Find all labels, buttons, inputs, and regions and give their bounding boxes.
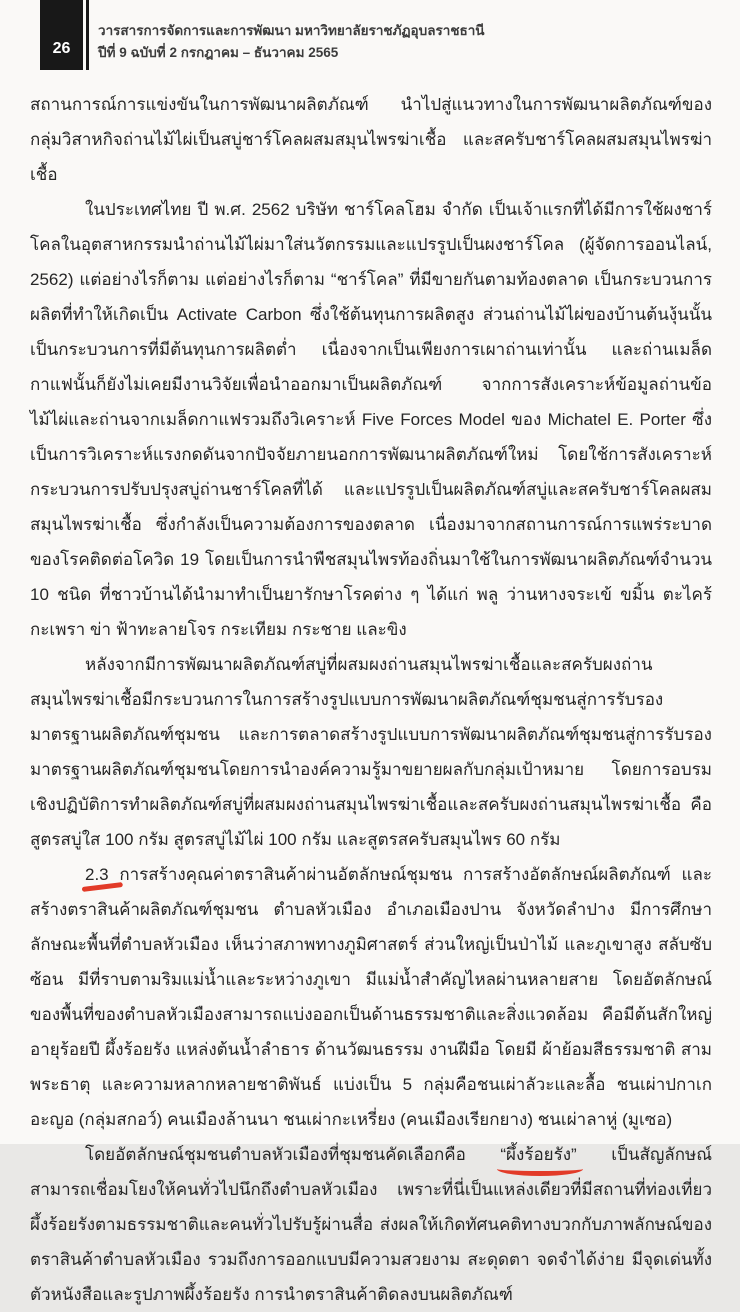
paragraph (30, 87, 712, 192)
header-divider (86, 0, 89, 70)
paragraph (30, 1137, 712, 1312)
page-number: 26 (52, 40, 71, 57)
paragraph (30, 857, 712, 1137)
page-header (98, 20, 485, 64)
text-segment: ในประเทศไทย ปี พ.ศ. 2562 บริษัท ชาร์โคลโฮม จำกัด เป็นเจ้าแรกที่ได้มีการใช้ผงชาร์โคลในอุตสาหกรรมนำถ่านไม้ไผ่มาใส่นวัตกรรมและแปรรูปเป็นผงชาร์โคล (ผู้จัดการออนไลน์, 2562) แต่อย่างไรก็ตาม แต่อย่างไรก็ตาม “ชาร์โคล” ที่มีขายกันตามท้องตลาด เป็นกระบวนการผลิตที่ทำให้เกิดเป็น Activate Carbon ซึ่งใช้ต้นทุนการผลิตสูง ส่วนถ่านไม้ไผ่ของบ้านต้นงุ้นนั้นเป็นกระบวนการที่มีต้นทุนการผลิตต่ำ เนื่องจากเป็นเพียงการเผาถ่านเท่านั้น และถ่านเมล็ดกาแฟนั้นก็ยังไม่เคยมีงานวิจัยเพื่อนำออกมาเป็นผลิตภัณฑ์ จากการสังเคราะห์ข้อมูลถ่านข้อไม้ไผ่และถ่านจากเมล็ดกาแฟรวมถึงวิเคราะห์ Five Forces Model ของ Michatel E. Porter ซึ่งเป็นการวิเคราะห์แรงกดดันจากปัจจัยภายนอกการพัฒนาผลิตภัณฑ์ใหม่ โดยใช้การสังเคราะห์กระบวนการปรับปรุงสบู่ถ่านชาร์โคลที่ได้ และแปรรูปเป็นผลิตภัณฑ์สบู่และสครับชาร์โคลผสมสมุนไพรฆ่าเชื้อ ซึ่งกำลังเป็นความต้องการของตลาด เนื่องมาจากสถานการณ์การแพร่ระบาดของโรคติดต่อโควิด 19 โดยเป็นการนำพืชสมุนไพรท้องถิ่นมาใช้ในการพัฒนาผลิตภัณฑ์จำนวน 10 ชนิด ที่ชาวบ้านได้นำมาทำเป็นยารักษาโรคต่าง ๆ ได้แก่ พลู ว่านหางจระเข้ ขมิ้น ตะไคร้ กะเพรา ข่า ฟ้าทะลายโจร กระเทียม กระชาย และขิง (30, 200, 712, 639)
body-text (30, 87, 712, 1312)
red-underline-mark: 2.3 (85, 865, 109, 884)
red-underline-mark: “ผึ้งร้อยรัง” (500, 1145, 577, 1164)
text-segment: หลังจากมีการพัฒนาผลิตภัณฑ์สบู่ที่ผสมผงถ่านสมุนไพรฆ่าเชื้อและสครับผงถ่านสมุนไพรฆ่าเชื้อมีกระบวนการในการสร้างรูปแบบการพัฒนาผลิตภัณฑ์ชุมชนสู่การรับรองมาตรฐานผลิตภัณฑ์ชุมชน และการตลาดสร้างรูปแบบการพัฒนาผลิตภัณฑ์ชุมชนสู่การรับรองมาตรฐานผลิตภัณฑ์ชุมชนโดยการนำองค์ความรู้มาขยายผลกับกลุ่มเป้าหมาย โดยการอบรมเชิงปฏิบัติการทำผลิตภัณฑ์สบู่ที่ผสมผงถ่านสมุนไพรฆ่าเชื้อและสครับผงถ่านสมุนไพรฆ่าเชื้อ คือสูตรสบู่ใส 100 กรัม สูตรสบู่ไม้ไผ่ 100 กรัม และสูตรสครับสมุนไพร 60 กรัม (30, 655, 712, 849)
paragraph (30, 647, 712, 857)
text-segment: เป็นสัญลักษณ์สามารถเชื่อมโยงให้คนทั่วไปนึกถึงตำบลหัวเมือง เพราะที่นี่เป็นแหล่งเดียวที่มีสถานที่ท่องเที่ยวผึ้งร้อยรังตามธรรมชาติและคนทั่วไปรับรู้ผ่านสื่อ ส่งผลให้เกิดทัศนคติทางบวกกับภาพลักษณ์ของตราสินค้าตำบลหัวเมือง รวมถึงการออกแบบมีความสวยงาม สะดุดตา จดจำได้ง่าย มีจุดเด่นทั้งตัวหนังสือและรูปภาพผึ้งร้อยรัง การนำตราสินค้าติดลงบนผลิตภัณฑ์ (30, 1145, 712, 1304)
text-segment: โดยอัตลักษณ์ชุมชนตำบลหัวเมืองที่ชุมชนคัดเลือกคือ (85, 1145, 501, 1164)
text-segment: สถานการณ์การแข่งขันในการพัฒนาผลิตภัณฑ์ นำไปสู่แนวทางในการพัฒนาผลิตภัณฑ์ของกลุ่มวิสาหกิจถ่านไม้ไผ่เป็นสบู่ชาร์โคลผสมสมุนไพรฆ่าเชื้อ และสครับชาร์โคลผสมสมุนไพรฆ่าเชื้อ (30, 95, 712, 184)
paragraph (30, 192, 712, 647)
journal-issue: ปีที่ 9 ฉบับที่ 2 กรกฎาคม – ธันวาคม 2565 (98, 45, 339, 60)
journal-title: วารสารการจัดการและการพัฒนา มหาวิทยาลัยราชภัฏอุบลราชธานี (98, 23, 485, 38)
text-segment: การสร้างคุณค่าตราสินค้าผ่านอัตลักษณ์ชุมชน การสร้างอัตลักษณ์ผลิตภัณฑ์ และสร้างตราสินค้าผลิตภัณฑ์ชุมชน ตำบลหัวเมือง อำเภอเมืองปาน จังหวัดลำปาง มีการศึกษาลักษณะพื้นที่ตำบลหัวเมือง เห็นว่าสภาพทางภูมิศาสตร์ ส่วนใหญ่เป็นป่าไม้ และภูเขาสูง สลับซับซ้อน มีที่ราบตามริมแม่น้ำและระหว่างภูเขา มีแม่น้ำสำคัญไหลผ่านหลายสาย โดยอัตลักษณ์ของพื้นที่ของตำบลหัวเมืองสามารถแบ่งออกเป็นด้านธรรมชาติและสิ่งแวดล้อม คือมีต้นสักใหญ่อายุร้อยปี ผึ้งร้อยรัง แหล่งต้นน้ำลำธาร ด้านวัฒนธรรม งานฝีมือ โดยมี ผ้าย้อมสีธรรมชาติ สามพระธาตุ และความหลากหลายชาติพันธ์ แบ่งเป็น 5 กลุ่มคือชนเผ่าลัวะและลื้อ ชนเผ่าปกาเกอะญอ (กลุ่มสกอว์) คนเมืองล้านนา ชนเผ่ากะเหรี่ยง (คนเมืองเรียกยาง) ชนเผ่าลาหู่ (มูเซอ) (30, 865, 712, 1129)
page-number-box (40, 0, 83, 70)
